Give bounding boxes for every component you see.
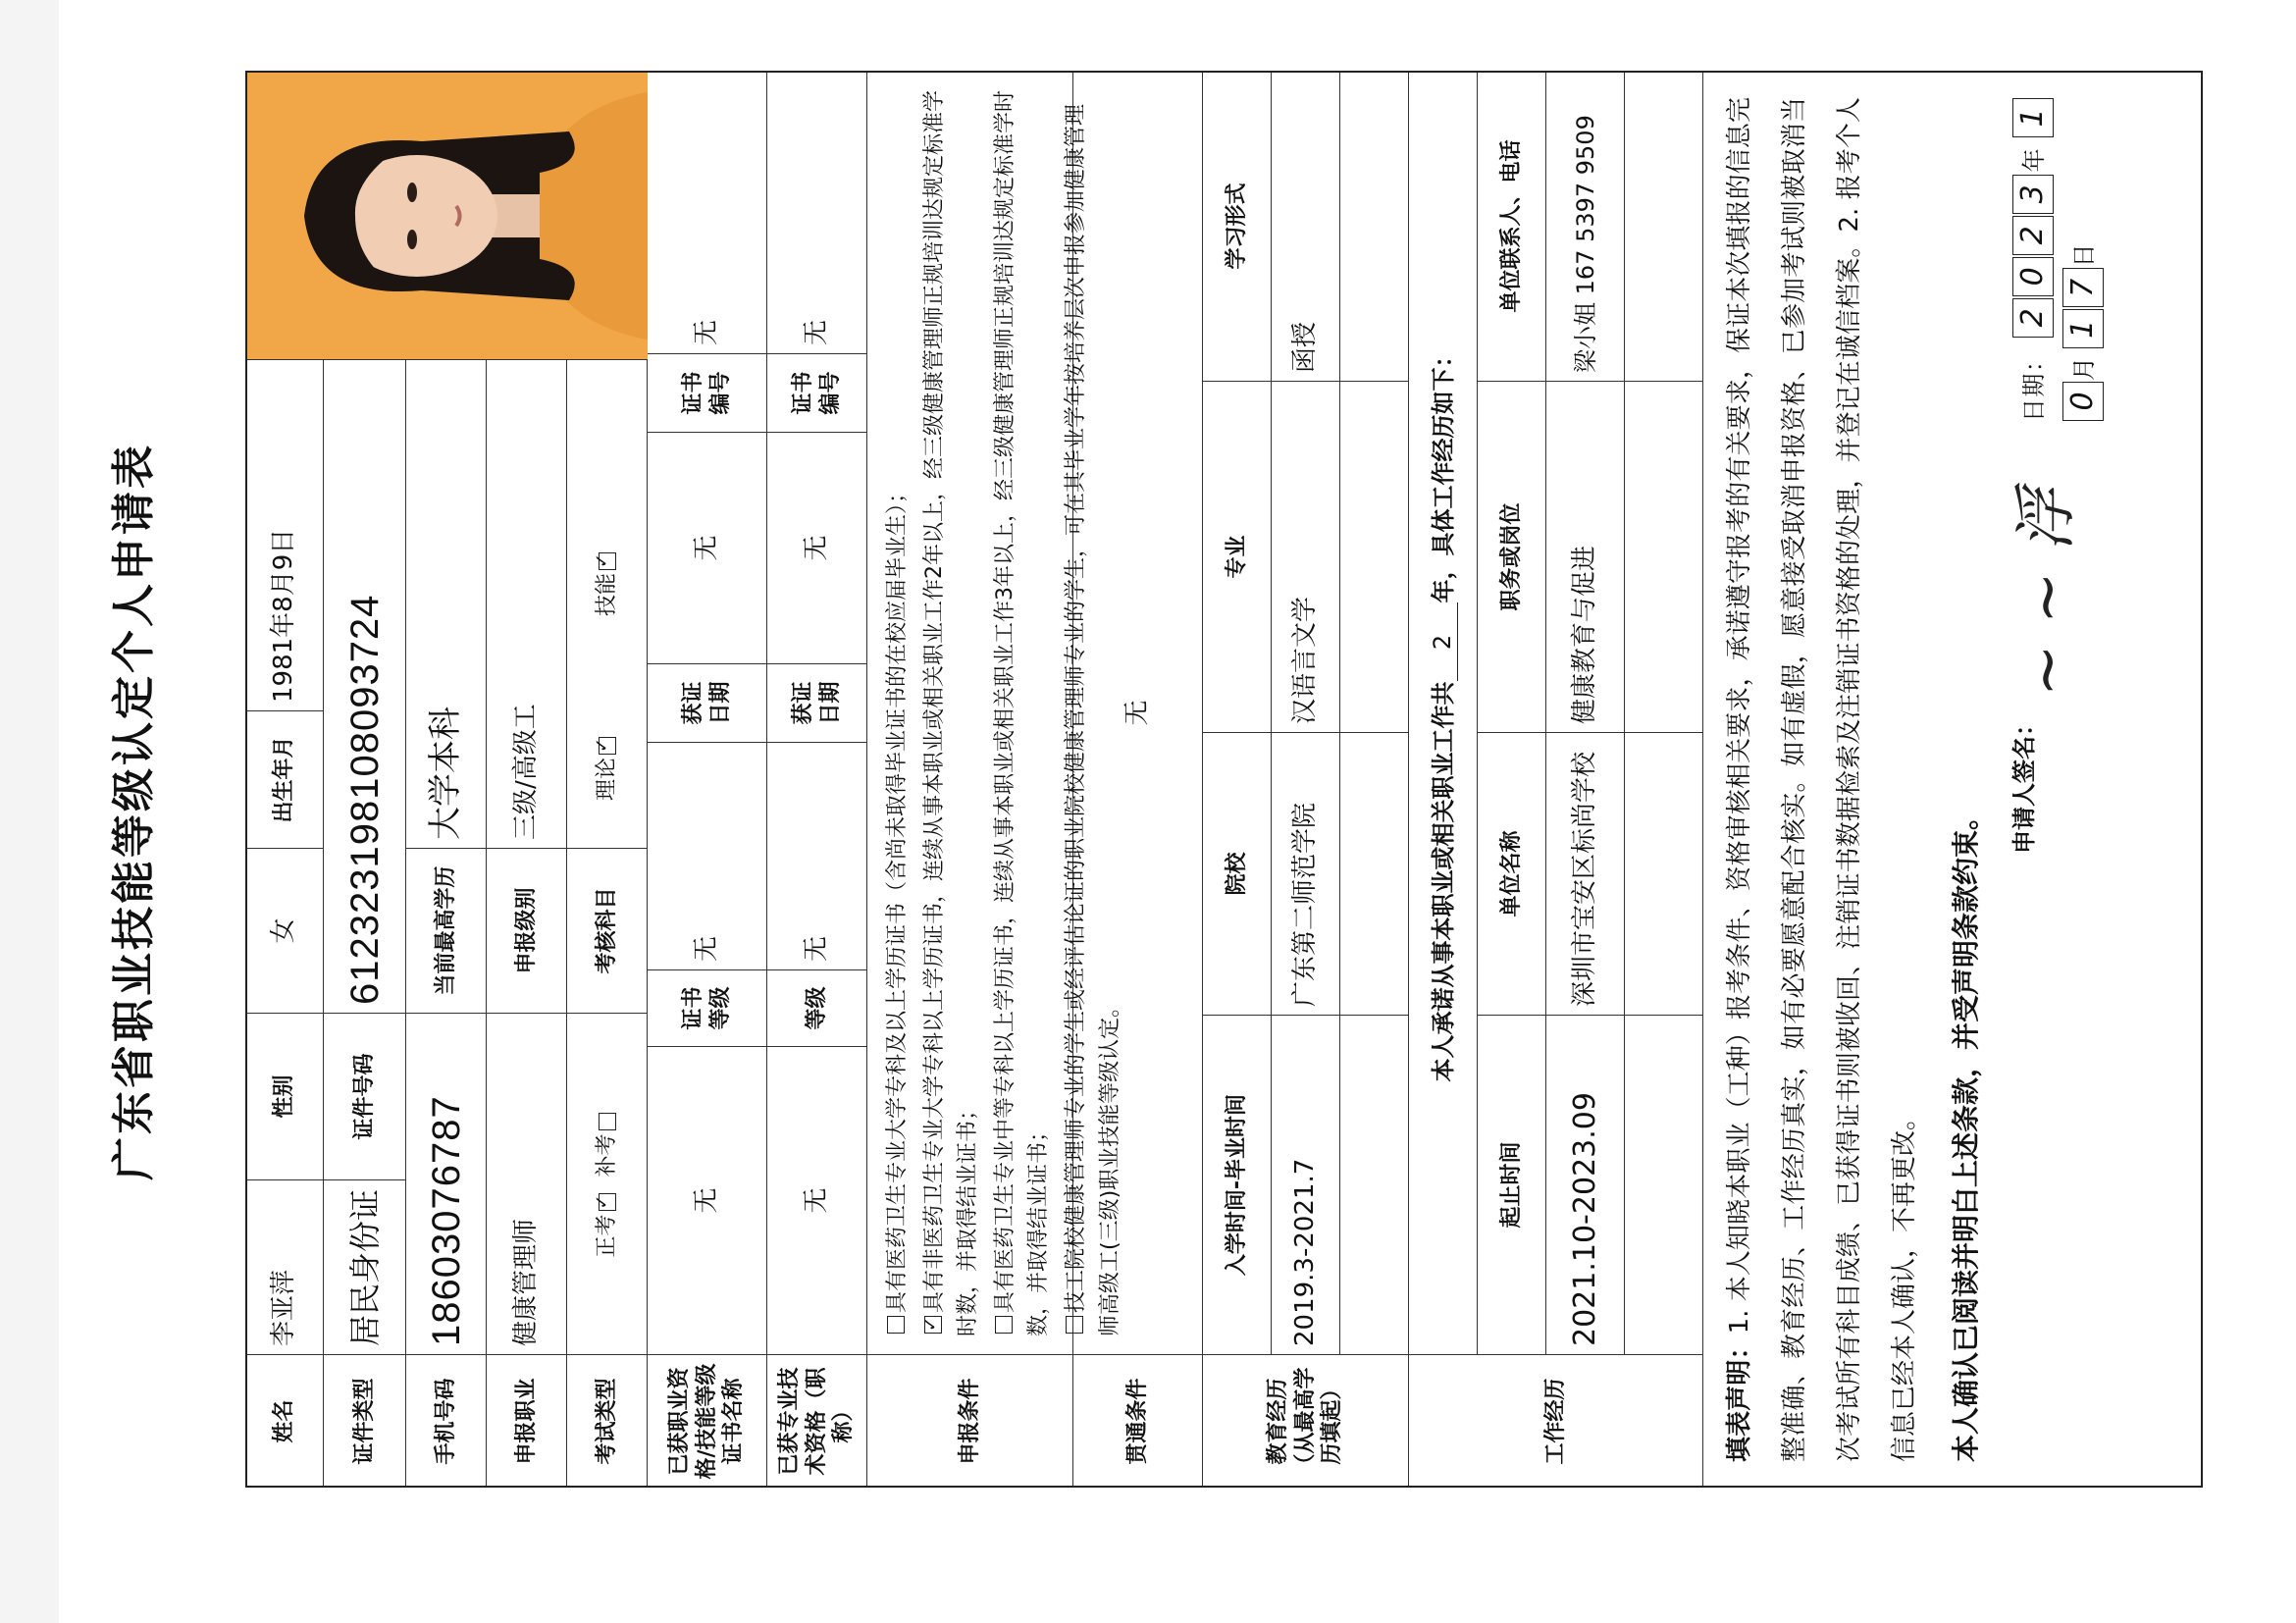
cert2-date-label: 获证日期 — [767, 663, 867, 742]
form-title: 广东省职业技能等级认定个人申请表 — [109, 443, 159, 1180]
job-value: 健康管理师 — [487, 1013, 567, 1354]
condition-item-1: 具有医药卫生专业大学专科及以上学历证书（含尚未取得毕业证书的在校应届毕业生）； — [881, 89, 914, 1336]
exam-type-regular: 正考 — [594, 1214, 619, 1258]
day-digit-2: 7 — [2062, 268, 2104, 307]
cert1-date-label: 获证日期 — [648, 663, 767, 742]
work-row-2-position — [1625, 381, 1703, 732]
edu-row-1-major: 汉语言文学 — [1272, 381, 1340, 732]
signature-label: 申请人签名： — [2009, 712, 2038, 854]
edu-row-1-mode: 函授 — [1272, 71, 1340, 381]
cert2-no-label: 证书编号 — [767, 353, 867, 432]
exam-type-makeup-checkbox[interactable] — [599, 1113, 616, 1130]
phone-label: 手机号码 — [406, 1354, 487, 1488]
work-header-employer: 单位名称 — [1478, 732, 1546, 1015]
edu-header-school: 院校 — [1203, 732, 1272, 1015]
day-unit: 日 — [2070, 243, 2099, 268]
work-row-1-employer: 深圳市宝安区标尚学校 — [1546, 732, 1625, 1015]
portrait-image — [245, 73, 648, 359]
work-row-1-position: 健康教育与促进 — [1546, 381, 1625, 732]
subject-options — [567, 359, 648, 848]
name-value: 李亚萍 — [245, 1179, 324, 1354]
cert2-no: 无 — [767, 71, 867, 353]
edu-header-period: 入学时间-毕业时间 — [1203, 1015, 1272, 1354]
declaration-text: 填表声明：1. 本人知晓本职业（工种）报考条件、资格审核相关要求，承诺遵守报考的有关要求，保证本次填报的信息完整准确、教育经历、工作经历真实，如有必要愿意配合核实。如有虚假，愿意接受取消申报资格、已参加考试则被取消当次考试所有科目成绩、已获得证书则被收回、注销证书数据检索及注销证书资格的处理，并登记在诚信档案。2. 报考个人信息已经本人确认，不再更改。 — [1725, 97, 1919, 1462]
birth-value: 1981年8月9日 — [245, 359, 324, 710]
subject-theory-checkbox[interactable] — [599, 737, 616, 755]
gender-value: 女 — [245, 848, 324, 1013]
gender-label: 性别 — [245, 1013, 324, 1179]
date-label: 日期： — [2019, 346, 2048, 422]
edu-row-2-major — [1340, 381, 1409, 732]
cert2-label: 已获专业技术资格（职称） — [767, 1354, 867, 1488]
cert1-no: 无 — [648, 71, 767, 353]
subject-label: 考核科目 — [567, 848, 648, 1013]
work-years: 2 — [1428, 603, 1458, 682]
year-digit-2: 0 — [2012, 257, 2054, 296]
edu-row-1-period: 2019.3-2021.7 — [1272, 1015, 1340, 1354]
edu-row-1-school: 广东第二师范学院 — [1272, 732, 1340, 1015]
cert1-date: 无 — [648, 432, 767, 663]
through-label: 贯通条件 — [1073, 1354, 1203, 1488]
id-no-value: 612323198108093724 — [324, 359, 406, 1013]
month-digit-1: 1 — [2012, 98, 2054, 137]
subject-theory: 理论 — [594, 757, 619, 801]
cert1-name: 无 — [648, 1046, 767, 1354]
condition-3-checkbox[interactable] — [995, 1316, 1013, 1334]
year-unit: 年 — [2019, 147, 2048, 174]
month-unit: 月 — [2070, 357, 2099, 381]
edu-value: 大学本科 — [406, 359, 487, 848]
work-row-2-contact — [1625, 71, 1703, 381]
cert1-grade-label: 证书等级 — [648, 969, 767, 1046]
year-digit-1: 2 — [2012, 298, 2054, 338]
signature-row — [1996, 97, 2113, 1462]
year-digit-3: 2 — [2012, 216, 2054, 255]
conditions-label: 申报条件 — [867, 1354, 1073, 1488]
declaration-block — [1703, 71, 2203, 1488]
exam-type-regular-checkbox[interactable] — [599, 1194, 616, 1212]
exam-type-label: 考试类型 — [567, 1354, 648, 1488]
id-no-label: 证件号码 — [324, 1013, 406, 1179]
work-row-2-employer — [1625, 732, 1703, 1015]
edu-header-major: 专业 — [1203, 381, 1272, 732]
applicant-photo — [245, 73, 648, 359]
cert2-grade-label: 等级 — [767, 969, 867, 1046]
level-value: 三级/高级工 — [487, 359, 567, 848]
edu-row-2-mode — [1340, 71, 1409, 381]
name-label: 姓名 — [245, 1354, 324, 1488]
id-type-label: 证件类型 — [324, 1354, 406, 1488]
edu-row-2-school — [1340, 732, 1409, 1015]
work-header-contact: 单位联系人、电话 — [1478, 71, 1546, 381]
condition-item-2: ✓ 具有非医药卫生专业大学专科以上学历证书，连续从事本职业或相关职业工作2年以上，经三级健康管理师正规培训达规定标准学时数，并取得结业证书； — [918, 89, 985, 1336]
day-digit-1: 1 — [2062, 309, 2104, 348]
scan-margin — [0, 0, 59, 1623]
work-label: 工作经历 — [1409, 1354, 1703, 1488]
cert2-name: 无 — [767, 1046, 867, 1354]
cert1-no-label: 证书编号 — [648, 353, 767, 432]
through-value: 无 — [1073, 71, 1203, 1354]
edu-row-2-period — [1340, 1015, 1409, 1354]
birth-label: 出生年月 — [245, 710, 324, 848]
work-row-2-period — [1625, 1015, 1703, 1354]
condition-item-3: 具有医药卫生专业中等专科以上学历证书，连续从事本职业或相关职业工作3年以上，经三级健康管理师正规培训达规定标准学时数，并取得结业证书； — [993, 89, 1052, 1336]
edu-label: 当前最高学历 — [406, 848, 487, 1013]
work-row-1-period: 2021.10-2023.09 — [1546, 1015, 1625, 1354]
cert1-label: 已获职业资格/技能等级证书名称 — [648, 1354, 767, 1488]
cert2-date: 无 — [767, 432, 867, 663]
date-line — [2009, 97, 2111, 422]
phone-value: 18603076787 — [406, 1013, 487, 1354]
condition-2-checkbox[interactable] — [924, 1316, 942, 1334]
subject-skill-checkbox[interactable] — [599, 552, 616, 570]
year-digit-4: 3 — [2012, 175, 2054, 214]
declaration-confirm: 本人确认已阅读并明白上述条款，并受声明条款约束。 — [1949, 802, 1982, 1462]
work-statement: 本人承诺从事本职业或相关职业工作共 2 年，具体工作经历如下： — [1409, 71, 1478, 1354]
conditions-list — [867, 71, 1122, 1354]
condition-item-4: 技工院校健康管理师专业的学生或经评估论证的职业院校健康管理师专业的学生，可在其毕业学年按培养层次申报参加健康管理师高级工(三级)职业技能等级认定。 — [1064, 103, 1122, 1336]
month-digit-2: 0 — [2062, 382, 2104, 421]
cert1-grade: 无 — [648, 742, 767, 969]
exam-type-options — [567, 1013, 648, 1354]
condition-1-checkbox[interactable] — [887, 1316, 905, 1334]
cert2-grade: 无 — [767, 742, 867, 969]
work-header-position: 职务或岗位 — [1478, 381, 1546, 732]
exam-type-makeup: 补考 — [594, 1133, 619, 1178]
form-table — [245, 71, 2203, 1488]
work-header-period: 起止时间 — [1478, 1015, 1546, 1354]
level-label: 申报级别 — [487, 848, 567, 1013]
edu-header-mode: 学习形式 — [1203, 71, 1272, 381]
work-row-1-contact: 梁小姐 167 5397 9509 — [1546, 71, 1625, 381]
handwritten-signature: ~ ~ 浮 — [2009, 489, 2083, 697]
subject-skill: 技能 — [594, 572, 619, 616]
job-label: 申报职业 — [487, 1354, 567, 1488]
id-type-value: 居民身份证 — [324, 1179, 406, 1354]
education-label: 教育经历（从最高学历填起） — [1203, 1354, 1409, 1488]
